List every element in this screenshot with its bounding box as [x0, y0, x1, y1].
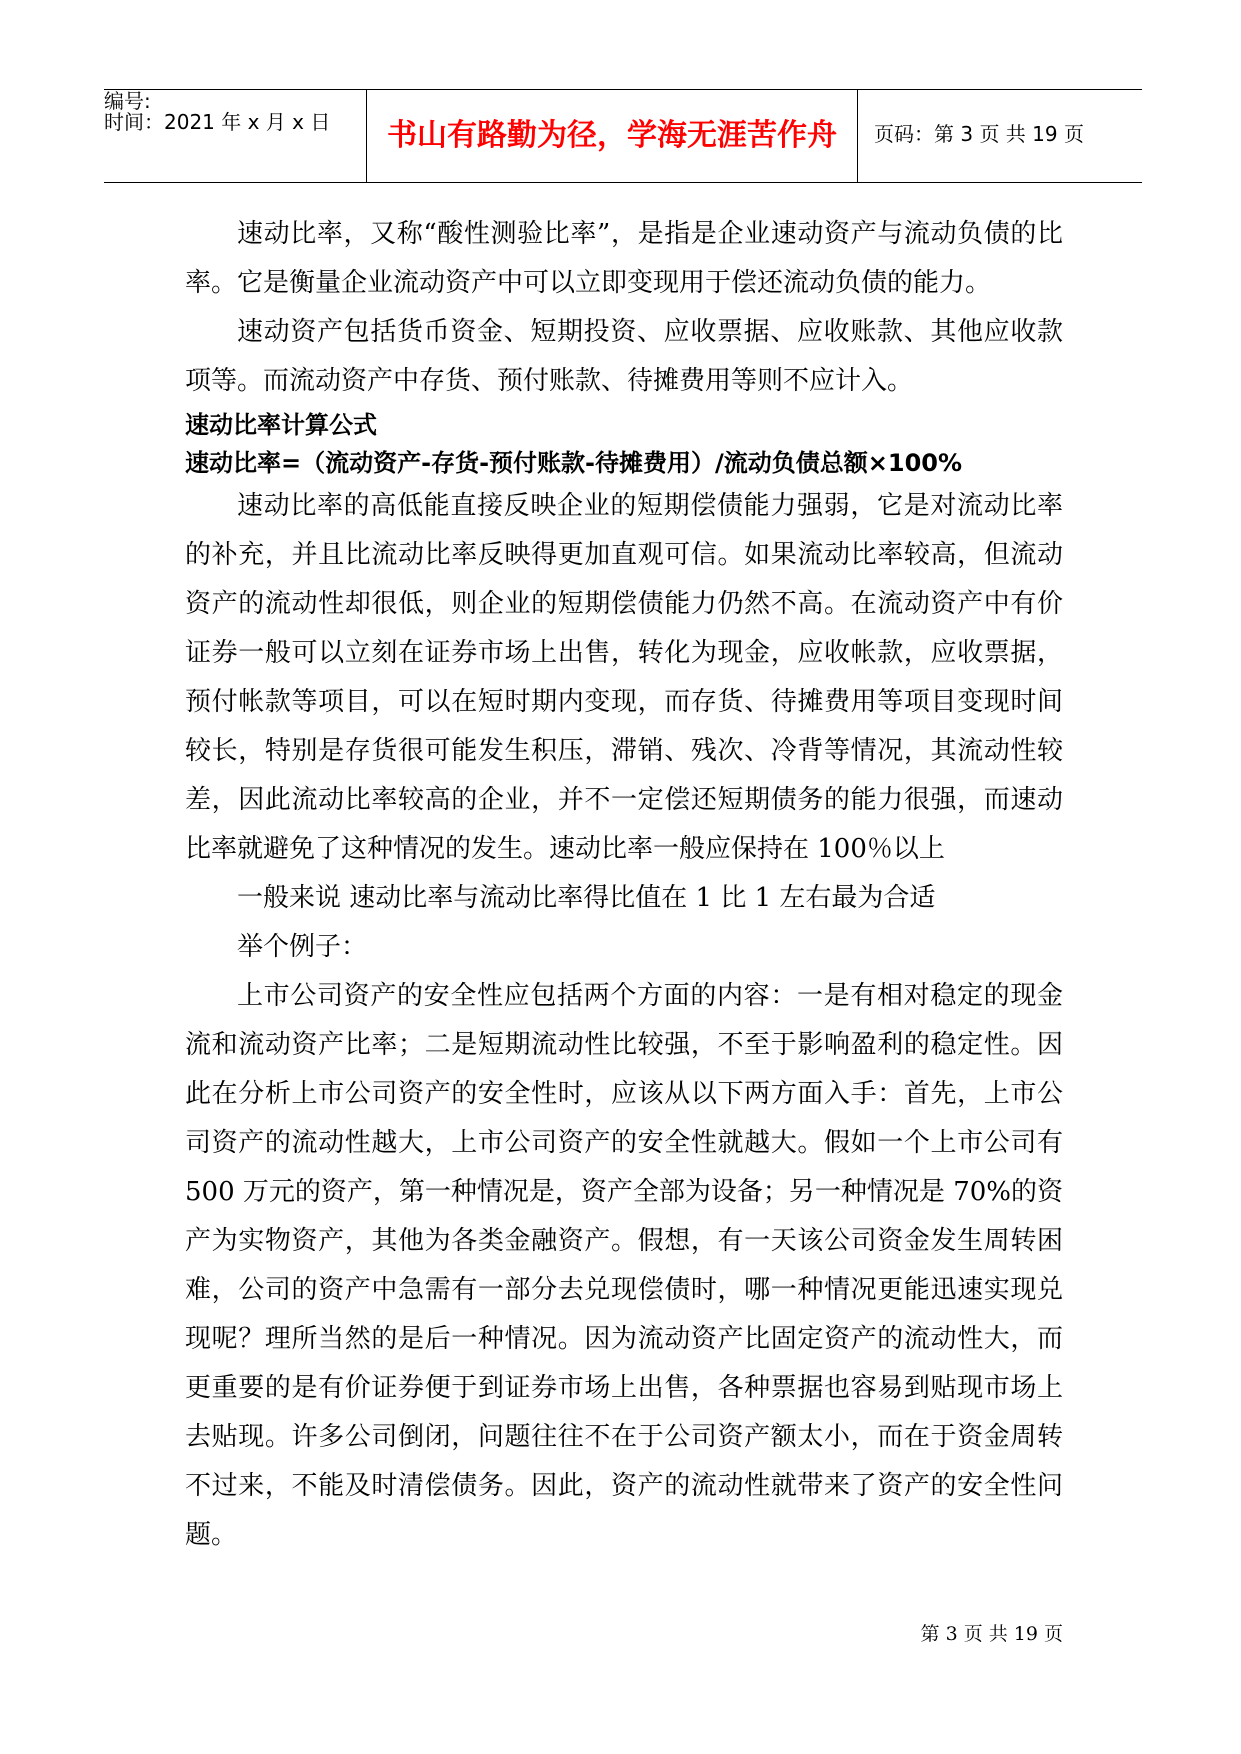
header-motto-cell [367, 90, 858, 182]
header-table [104, 89, 1142, 183]
paragraph-analysis: 速动比率的高低能直接反映企业的短期偿债能力强弱，它是对流动比率的补充，并且比流动比率反映得更加直观可信。如果流动比率较高，但流动资产的流动性却很低，则企业的短期偿债能力仍然不高。在流动资产中有价证券一般可以立刻在证券市场上出售，转化为现金，应收帐款，应收票据，预付帐款等项目，可以在短时期内变现，而存货、待摊费用等项目变现时间较长，特别是存货很可能发生积压，滞销、残次、冷背等情况，其流动性较差，因此流动比率较高的企业，并不一定偿还短期债务的能力很强，而速动比率就避免了这种情况的发生。速动比率一般应保持在 100％以上 [185, 491, 1063, 864]
document-time-label: 时间：2021 年 x 月 x 日 [104, 110, 331, 134]
formula-line: 速动比率=（流动资产-存货-预付账款-待摊费用）/流动负债总额×100% [185, 449, 963, 477]
header-info-cell [104, 90, 367, 182]
header-page-cell [858, 90, 1142, 182]
paragraph-ratio-note: 一般来说 速动比率与流动比率得比值在 1 比 1 左右最为合适 [237, 883, 936, 913]
header-page-label: 页码：第 3 页 共 19 页 [874, 122, 1084, 146]
header-motto: 书山有路勤为径，学海无涯苦作舟 [387, 118, 837, 153]
document-body [185, 210, 1063, 1560]
paragraph-example: 上市公司资产的安全性应包括两个方面的内容：一是有相对稳定的现金流和流动资产比率；二是短期流动性比较强，不至于影响盈利的稳定性。因此在分析上市公司资产的安全性时，应该从以下两方面入手：首先，上市公司资产的流动性越大，上市公司资产的安全性就越大。假如一个上市公司有500 万元的资产，第一种情况是，资产全部为设备；另一种情况是 70%的资产为实物资产，其他为各类金融资产。假想，有一天该公司资金发生周转困难，公司的资产中急需有一部分去兑现偿债时，哪一种情况更能迅速实现兑现呢？理所当然的是后一种情况。因为流动资产比固定资产的流动性大，而更重要的是有价证券便于到证券市场上出售，各种票据也容易到贴现市场上去贴现。许多公司倒闭，问题往往不在于公司资产额太小，而在于资金周转不过来，不能及时清偿债务。因此，资产的流动性就带来了资产的安全性问题。 [185, 981, 1063, 1550]
page-footer: 第 3 页 共 19 页 [920, 1623, 1063, 1645]
paragraph-quick-assets: 速动资产包括货币资金、短期投资、应收票据、应收账款、其他应收款项等。而流动资产中存货、预付账款、待摊费用等则不应计入。 [185, 317, 1063, 396]
document-number-label: 编号: [104, 89, 151, 113]
paragraph-definition: 速动比率，又称“酸性测验比率”，是指是企业速动资产与流动负债的比率。它是衡量企业流动资产中可以立即变现用于偿还流动负债的能力。 [185, 219, 1063, 298]
section-heading: 速动比率计算公式 [185, 411, 377, 439]
paragraph-example-intro: 举个例子： [237, 932, 368, 962]
